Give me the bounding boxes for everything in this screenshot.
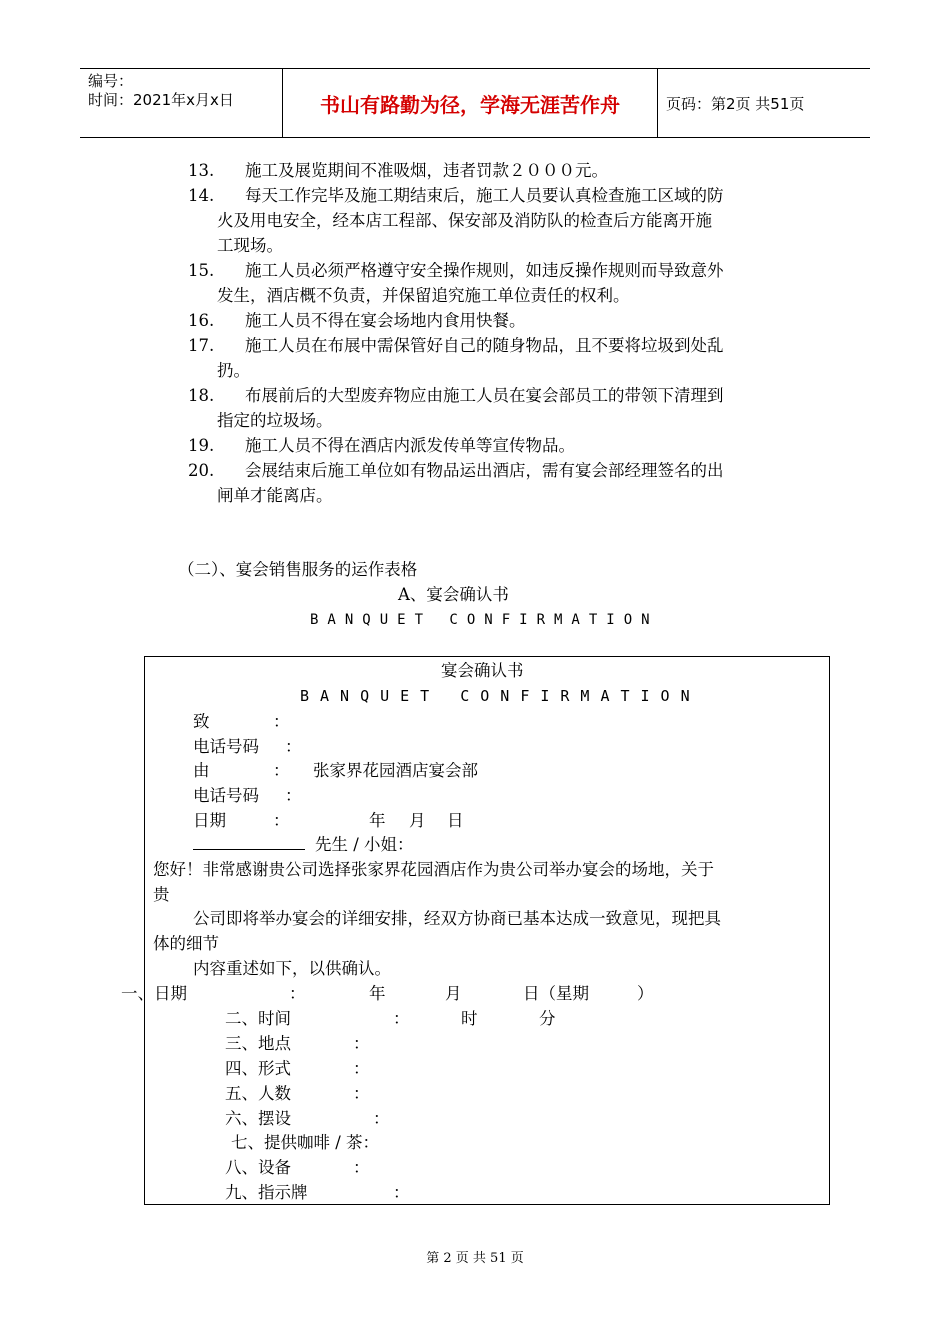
from-value: 张家界花园酒店宴会部: [313, 761, 478, 780]
phone-label-2: 电话号码: [193, 786, 259, 805]
item-1-month: 月: [445, 984, 462, 1003]
rule-number: 16.: [188, 311, 215, 330]
rule-text: 施工人员在布展中需保管好自己的随身物品，且不要将垃圾到处乱: [245, 336, 724, 355]
rule-number: 19.: [188, 436, 215, 455]
page-header: [80, 68, 870, 138]
item-8-colon: ：: [353, 1158, 370, 1177]
rule-item: [188, 258, 828, 308]
rule-text-continuation: 工现场。: [217, 236, 283, 255]
header-page-info: 页码：第2页 共51页: [666, 94, 805, 113]
header-motto: 书山有路勤为径，学海无涯苦作舟: [282, 69, 658, 137]
section-subheading: A、宴会确认书: [398, 585, 509, 604]
rule-text: 施工人员不得在酒店内派发传单等宣传物品。: [245, 436, 575, 455]
item-7-label: 七、提供咖啡 / 茶：: [231, 1133, 380, 1152]
item-8-label: 八、设备: [225, 1158, 291, 1177]
banquet-confirmation-form: [121, 656, 830, 1205]
rule-text: 施工及展览期间不准吸烟，违者罚款２０００元。: [245, 161, 608, 180]
form-title: 宴会确认书: [441, 661, 524, 680]
rule-text: 布展前后的大型废弃物应由施工人员在宴会部员工的带领下清理到: [245, 386, 724, 405]
salutation: 先生 / 小姐：: [315, 835, 414, 854]
date-colon: ：: [273, 811, 290, 830]
item-6-colon: ：: [373, 1109, 390, 1128]
rule-text: 施工人员不得在宴会场地内食用快餐。: [245, 311, 526, 330]
item-1-label: 一、日期: [121, 984, 187, 1003]
item-4-colon: ：: [353, 1059, 370, 1078]
to-label: 致: [193, 712, 210, 731]
item-2-hour: 时: [461, 1009, 478, 1028]
from-label: 由: [193, 761, 210, 780]
rule-text-continuation: 指定的垃圾场。: [217, 411, 333, 430]
rule-item: [188, 383, 828, 433]
date-label: 日期: [193, 811, 226, 830]
greeting-line-2b: 体的细节: [153, 934, 219, 953]
rule-text: 每天工作完毕及施工期结束后，施工人员要认真检查施工区域的防: [245, 186, 724, 205]
item-3-colon: ：: [353, 1034, 370, 1053]
item-4-label: 四、形式: [225, 1059, 291, 1078]
phone-colon-1: ：: [285, 737, 302, 756]
rule-number: 20.: [188, 461, 215, 480]
date-month: 月: [409, 811, 426, 830]
rule-number: 15.: [188, 261, 215, 280]
phone-colon-2: ：: [285, 786, 302, 805]
from-colon: ：: [273, 761, 290, 780]
item-2-colon: ：: [393, 1009, 410, 1028]
item-9-colon: ：: [393, 1183, 410, 1202]
rule-item: [188, 458, 828, 508]
header-meta: [88, 72, 284, 110]
name-blank: [193, 835, 305, 850]
rule-number: 18.: [188, 386, 215, 405]
rule-text-continuation: 闸单才能离店。: [217, 486, 333, 505]
salutation-line: [193, 833, 414, 857]
rule-number: 13.: [188, 161, 215, 180]
section-heading: （二）、宴会销售服务的运作表格: [178, 560, 418, 579]
phone-label-1: 电话号码: [193, 737, 259, 756]
greeting-line-2: 公司即将举办宴会的详细安排，经双方协商已基本达成一致意见，现把具: [193, 909, 721, 928]
to-colon: ：: [273, 712, 290, 731]
rule-item: [188, 183, 828, 258]
time-label: 时间：2021年x月x日: [88, 91, 234, 109]
page-footer: 第 2 页 共 51 页: [426, 1251, 524, 1266]
item-5-colon: ：: [353, 1084, 370, 1103]
item-1-week: 日（星期: [523, 984, 589, 1003]
rule-text: 会展结束后施工单位如有物品运出酒店，需有宴会部经理签名的出: [245, 461, 724, 480]
rule-item: [188, 333, 828, 383]
item-9-label: 九、指示牌: [225, 1183, 308, 1202]
item-6-label: 六、摆设: [225, 1109, 291, 1128]
item-2-label: 二、时间: [225, 1009, 291, 1028]
section-subheading-en: BANQUET CONFIRMATION: [310, 612, 659, 628]
greeting-line-1b: 贵: [153, 885, 170, 904]
date-day: 日: [447, 811, 464, 830]
rule-item: [188, 433, 828, 458]
item-3-label: 三、地点: [225, 1034, 291, 1053]
rule-text-continuation: 发生，酒店概不负责，并保留追究施工单位责任的权利。: [217, 286, 630, 305]
greeting-line-1: 您好！非常感谢贵公司选择张家界花园酒店作为贵公司举办宴会的场地，关于: [153, 860, 714, 879]
item-1-colon: ：: [289, 984, 306, 1003]
rule-text-continuation: 扔。: [217, 361, 250, 380]
rule-number: 17.: [188, 336, 215, 355]
number-label: 编号：: [88, 72, 134, 90]
greeting-line-3: 内容重述如下，以供确认。: [193, 959, 391, 978]
rule-item: [188, 308, 828, 333]
form-title-en: BANQUET CONFIRMATION: [300, 687, 701, 705]
rule-item: [188, 158, 828, 183]
item-2-minute: 分: [539, 1009, 556, 1028]
item-1-close: ）: [637, 984, 654, 1003]
item-1-year: 年: [369, 984, 386, 1003]
rule-number: 14.: [188, 186, 215, 205]
rule-text: 施工人员必须严格遵守安全操作规则，如违反操作规则而导致意外: [245, 261, 724, 280]
date-year: 年: [369, 811, 386, 830]
rule-text-continuation: 火及用电安全，经本店工程部、保安部及消防队的检查后方能离开施: [217, 211, 712, 230]
item-5-label: 五、人数: [225, 1084, 291, 1103]
